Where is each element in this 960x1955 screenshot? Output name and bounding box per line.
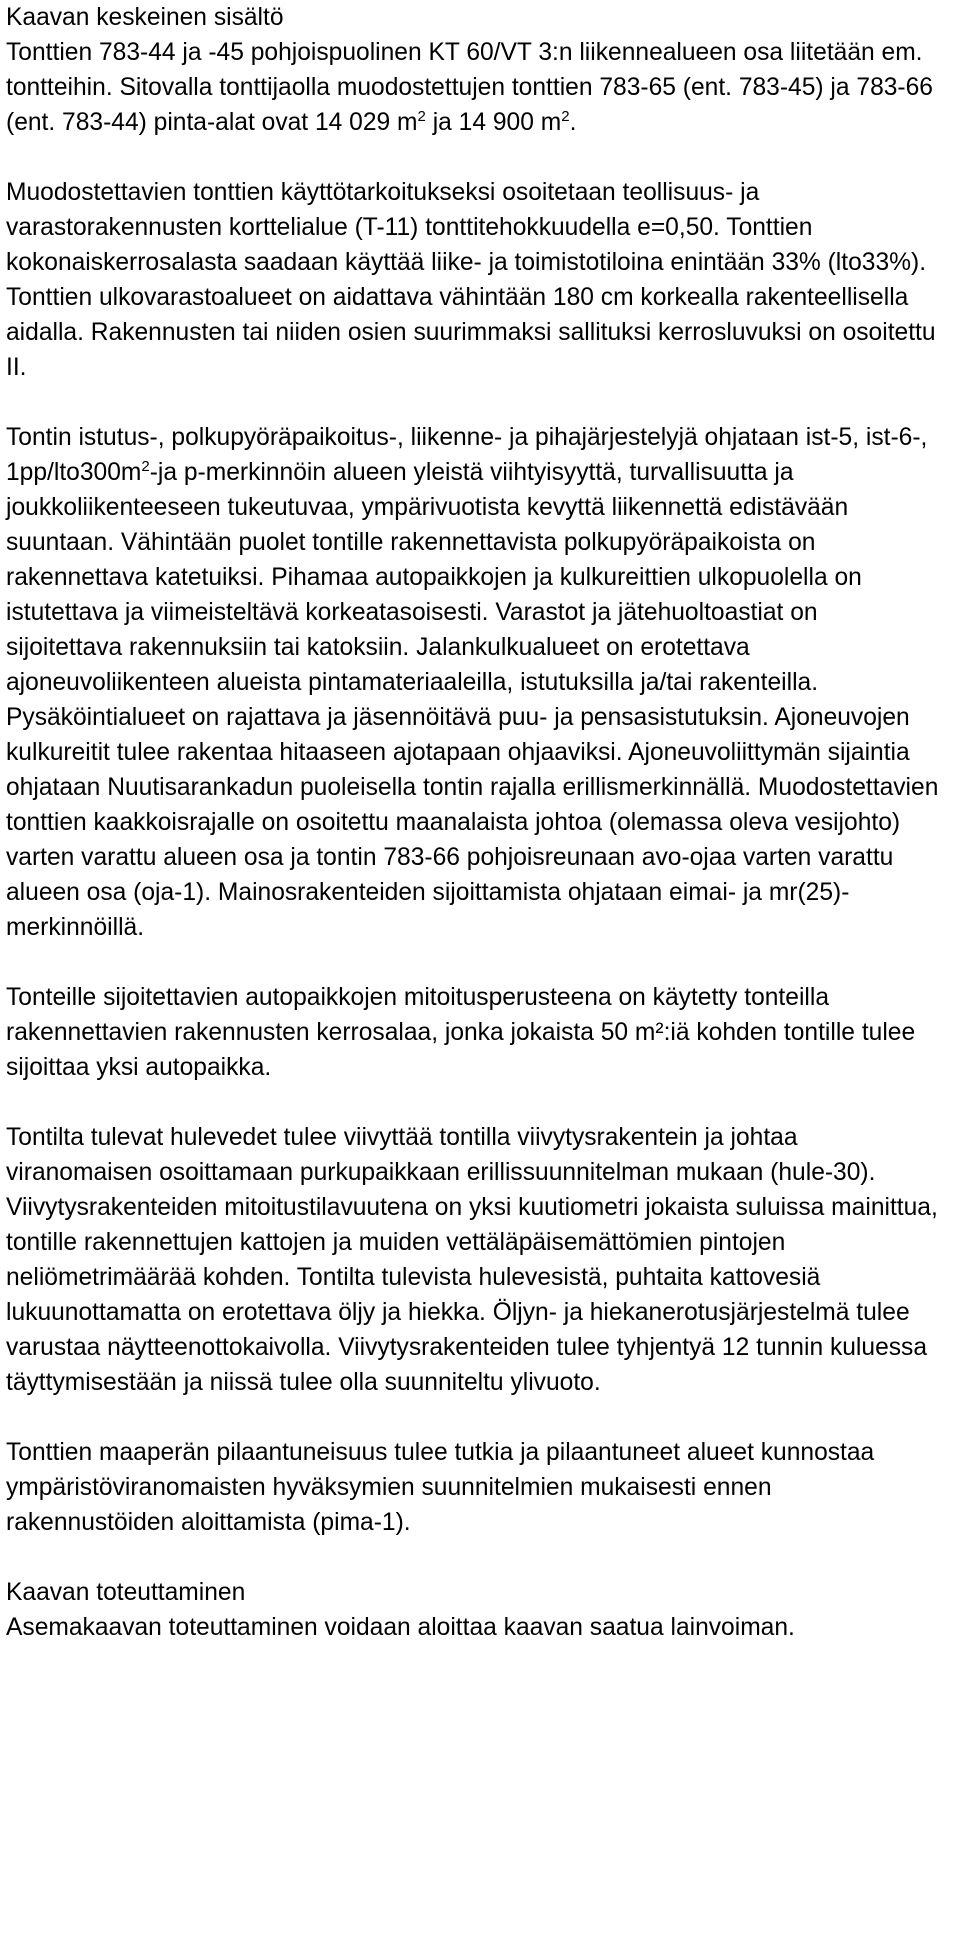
section-heading-content: [6, 0, 940, 35]
section-heading-text: Kaavan keskeinen sisältö: [6, 4, 284, 31]
paragraph-parking: Tonteille sijoitettavien autopaikkojen mitoitusperusteena on käytetty tonteilla rakennettavien rakennusten kerrosalaa, jonka jokaista 50 m²:iä kohden tontille tulee sijoittaa yksi autopaikka.: [6, 984, 916, 1081]
section-heading-text: Kaavan toteuttaminen: [6, 1579, 246, 1606]
paragraph-yard-arrangements: Tontin istutus-, polkupyöräpaikoitus-, liikenne- ja pihajärjestelyjä ohjataan ist-5, ist-6-, $1pp/lto300m^2-ja$ p-merkinnöin alueen yleistä viihtyisyyttä, turvallisuutta ja joukkoliikenteeseen tukeutuvaa, ympärivuotista kevyttä liikennettä edistävään suuntaan. Vähintään puolet tontille rakennettavista polkupyöräpaikoista on rakennettava katetuiksi. Pihamaa autopaikkojen ja kulkureittien ulkopuolella on istutettava ja viimeisteltävä korkeatasoisesti. Varastot ja jätehuoltoastiat on sijoitettava rakennuksiin tai katoksiin. Jalankulkualueet on erotettava ajoneuvoliikenteen alueista pintamateriaaleilla, istutuksilla ja/tai rakenteilla. Pysäköintialueet on rajattava ja jäsennöitävä puu- ja pensasistutuksin. Ajoneuvojen kulkureitit tulee rakentaa hitaaseen ajotapaan ohjaaviksi. Ajoneuvoliittymän sijaintia ohjataan Nuutisarankadun puoleisella tontin rajalla erillismerkinnällä. Muodostettavien tonttien kaakkoisrajalle on osoitettu maanalaista johtoa (olemassa oleva vesijohto) varten varattu alueen osa ja tontin 783-66 pohjoisreunaan avo-ojaa varten varattu alueen osa (oja-1). Mainosrakenteiden sijoittamista ohjataan eimai- ja mr(25)-merkinnöillä.: [6, 424, 939, 941]
paragraph-land-use: Muodostettavien tonttien käyttötarkoitukseksi osoitetaan teollisuus- ja varastorakennusten korttelialue (T-11) tonttitehokkuudella e=0,50. Tonttien kokonaiskerrosalasta saadaan käyttää liike- ja toimistotiloina enintään 33% (lto33%). Tonttien ulkovarastoalueet on aidattava vähintään 180 cm korkealla rakenteellisella aidalla. Rakennusten tai niiden osien suurimmaksi sallituksi kerrosluvuksi on osoitettu II.: [6, 179, 936, 381]
paragraph-implementation: Asemakaavan toteuttaminen voidaan aloittaa kaavan saatua lainvoiman.: [6, 1614, 795, 1641]
superscript: 2: [141, 458, 150, 475]
paragraph-plot-annexation: Tonttien 783-44 ja -45 pohjoispuolinen KT 60/VT 3:n liikennealueen osa liitetään em. tontteihin. Sitovalla tonttijaolla muodostettujen tonttien 783-65 (ent. 783-45) ja 783-66 (ent. 783-44) pinta-alat ovat 14 029 $m^2$ ja 14 900 $m^2$.: [6, 39, 933, 136]
paragraph-soil-contamination: Tonttien maaperän pilaantuneisuus tulee tutkia ja pilaantuneet alueet kunnostaa ympäristöviranomaisten hyväksymien suunnitelmien mukaisesti ennen rakennustöiden aloittamista (pima-1).: [6, 1439, 875, 1536]
superscript: 2: [417, 108, 426, 125]
paragraph-stormwater: Tontilta tulevat hulevedet tulee viivyttää tontilla viivytysrakentein ja johtaa viranomaisen osoittamaan purkupaikkaan erillissuunnitelman mukaan (hule-30). Viivytysrakenteiden mitoitustilavuutena on yksi kuutiometri jokaista suluissa mainittua, tontille rakennettujen kattojen ja muiden vettäläpäisemättömien pintojen neliömetrimäärää kohden. Tontilta tulevista hulevesistä, puhtaita kattovesiä lukuunottamatta on erotettava öljy ja hiekka. Öljyn- ja hiekanerotusjärjestelmä tulee varustaa näytteenottokaivolla. Viivytysrakenteiden tulee tyhjentyä 12 tunnin kuluessa täyttymisestään ja niissä tulee olla suunniteltu ylivuoto.: [6, 1124, 938, 1396]
superscript: 2: [561, 108, 570, 125]
section-heading-implementation: [6, 1575, 940, 1610]
